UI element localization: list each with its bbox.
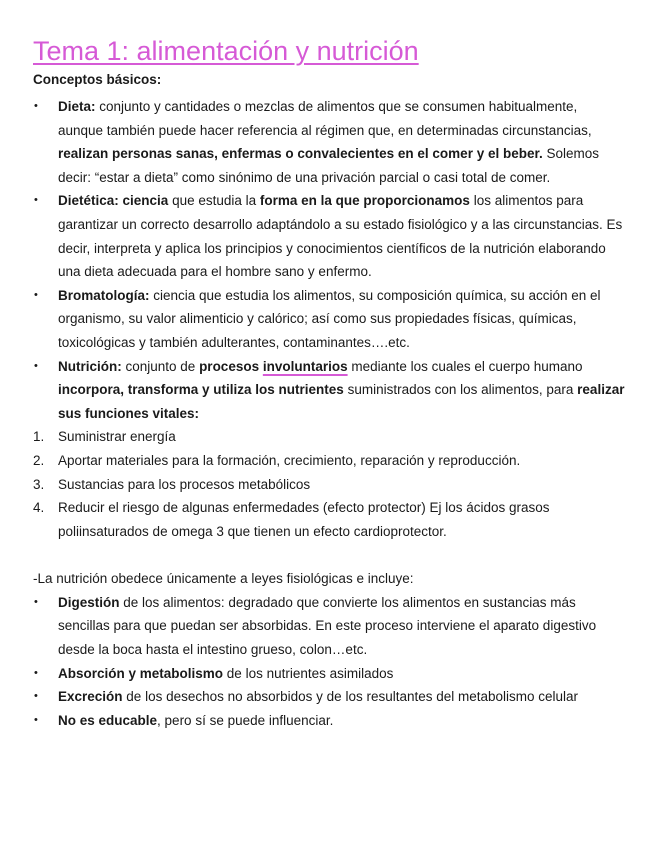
list-item-nutricion [33, 355, 626, 426]
text: de los alimentos: degradado que convierte los alimentos en sustancias más sencillas para que puedan ser absorbidas. En este proceso interviene el aparato digestivo desde la boca hasta el intestino grueso, colon…etc. [58, 594, 597, 658]
concepts-list [33, 95, 626, 425]
list-item-dietetica [33, 189, 626, 283]
term: Excreción [58, 689, 123, 705]
text: conjunto de [121, 358, 200, 374]
text: los alimentos para garantizar un correcto desarrollo adaptándolo a su estado fisiológico y a las circunstancias. Es decir, interpreta y aplica los principios y conocimientos científicos de la nutrición elaborando una dieta adecuada para el hombre sano y enfermo. [58, 193, 623, 280]
item-text: Sustancias para los procesos metabólicos [58, 476, 311, 492]
numbered-item [33, 496, 626, 543]
list-item-digestion [33, 591, 626, 662]
emphasis-underlined: involuntarios [262, 358, 348, 374]
term: No es educable [58, 712, 158, 728]
list-item-dieta [33, 95, 626, 189]
emphasis: incorpora, transforma y utiliza los nutrientes [58, 382, 344, 398]
text: que estudia la [168, 193, 260, 209]
item-number: 3. [33, 476, 45, 492]
term: Absorción y metabolismo [58, 665, 224, 681]
term: Digestión [58, 594, 120, 610]
emphasis: forma en la que proporcionamos [259, 193, 470, 209]
text: , pero sí se puede influenciar. [157, 712, 334, 728]
list-item-educable [33, 709, 626, 733]
text: ciencia que estudia los alimentos, su composición química, su acción en el organismo, su valor alimenticio y calórico; así como sus propiedades físicas, químicas, toxicológicas y también adulterantes, contaminantes….etc. [58, 287, 601, 350]
bullet-icon: • [34, 194, 38, 207]
bullet-icon: • [34, 359, 38, 372]
item-number: 4. [33, 500, 45, 516]
emphasis: procesos [199, 358, 263, 374]
numbered-item [33, 449, 626, 473]
text: de los nutrientes asimilados [223, 665, 394, 681]
processes-list [33, 591, 626, 733]
item-text: Aportar materiales para la formación, crecimiento, reparación y reproducción. [58, 452, 521, 468]
bullet-icon: • [34, 595, 38, 608]
list-item-bromatologia [33, 284, 626, 355]
emphasis: realizan personas sanas, enfermas o convalecientes en el comer y el beber. [58, 146, 543, 162]
term: Nutrición: [58, 358, 122, 374]
bullet-icon: • [34, 666, 38, 679]
text: de los desechos no absorbidos y de los resultantes del metabolismo celular [122, 689, 579, 705]
list-item-absorcion [33, 662, 626, 686]
emphasis: realizar sus funciones vitales: [58, 382, 625, 421]
item-number: 1. [33, 429, 45, 445]
text: mediante los cuales el cuerpo humano [347, 358, 583, 374]
intro-paragraph: -La nutrición obedece únicamente a leyes fisiológicas e incluye: [33, 571, 414, 587]
bullet-icon: • [34, 288, 38, 301]
bullet-icon: • [34, 690, 38, 703]
functions-list [33, 425, 626, 543]
item-text: Reducir el riesgo de algunas enfermedades (efecto protector) Ej los ácidos grasos poliinsaturados de omega 3 que tienen un efecto cardioprotector. [58, 500, 550, 539]
section-heading: Conceptos básicos: [33, 72, 162, 87]
list-item-excrecion [33, 685, 626, 709]
numbered-item [33, 425, 626, 449]
text: conjunto y cantidades o mezclas de alimentos que se consumen habitualmente, aunque también puede hacer referencia al régimen que, en determinadas circunstancias, [58, 99, 592, 138]
term: Bromatología: [58, 287, 150, 303]
term: Dietética: ciencia [58, 193, 169, 209]
numbered-item [33, 473, 626, 497]
item-text: Suministrar energía [58, 429, 176, 445]
text: suministrados con los alimentos, para [343, 382, 578, 398]
item-number: 2. [33, 452, 45, 468]
term: Dieta: [58, 99, 96, 114]
page-title: Tema 1: alimentación y nutrición [33, 36, 419, 66]
bullet-icon: • [34, 100, 38, 112]
text: Solemos decir: “estar a dieta” como sinónimo de una privación parcial o casi total de comer. [58, 146, 600, 185]
bullet-icon: • [34, 713, 38, 726]
